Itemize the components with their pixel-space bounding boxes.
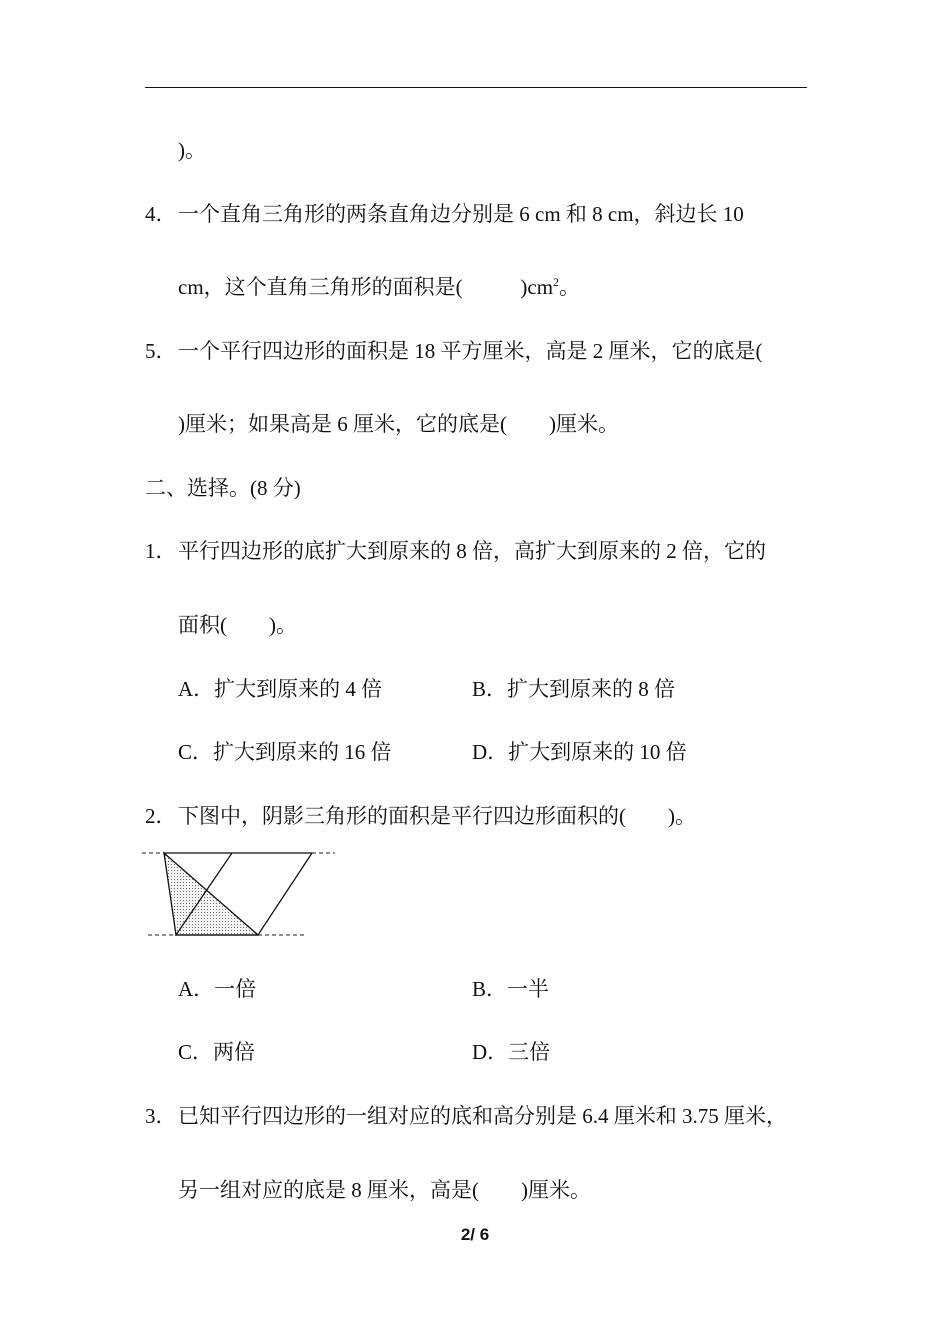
q5-text-line2: )厘米；如果高是 6 厘米，它的底是( )厘米。 — [178, 412, 619, 436]
c2-number: 2． — [145, 804, 177, 828]
q4-line2-end: 。 — [559, 275, 581, 299]
c2-option-a: A．一倍 — [178, 977, 257, 1001]
c1-text-line2: 面积( )。 — [178, 613, 297, 637]
section-title-choice: 二、选择。(8 分) — [145, 476, 301, 500]
c3-text-line1: 已知平行四边形的一组对应的底和高分别是 6.4 厘米和 3.75 厘米， — [178, 1104, 787, 1128]
q4-text-line1: 一个直角三角形的两条直角边分别是 6 cm 和 8 cm，斜边长 10 — [178, 202, 744, 226]
q4-unit-exponent: 2 — [553, 275, 560, 289]
page-number: 2/ 6 — [460, 1225, 490, 1244]
q4-line2-main: cm，这个直角三角形的面积是( )cm — [178, 275, 554, 299]
header-rule — [145, 87, 807, 88]
c1-number: 1． — [145, 539, 177, 563]
c3-number: 3． — [145, 1104, 177, 1128]
shaded-triangle — [164, 853, 258, 935]
parallelogram-figure — [140, 848, 340, 944]
c1-option-c: C．扩大到原来的 16 倍 — [178, 740, 392, 764]
c3-text-line2: 另一组对应的底是 8 厘米，高是( )厘米。 — [178, 1178, 591, 1202]
c1-option-b: B．扩大到原来的 8 倍 — [472, 677, 676, 701]
c1-option-d: D．扩大到原来的 10 倍 — [472, 740, 687, 764]
q4-number: 4． — [145, 202, 177, 226]
c1-text-line1: 平行四边形的底扩大到原来的 8 倍，高扩大到原来的 2 倍，它的 — [178, 539, 766, 563]
continued-answer-close: )。 — [178, 138, 206, 162]
q5-text-line1: 一个平行四边形的面积是 18 平方厘米，高是 2 厘米，它的底是( — [178, 339, 763, 363]
c2-option-b: B．一半 — [472, 977, 550, 1001]
c2-text-line1: 下图中，阴影三角形的面积是平行四边形面积的( )。 — [178, 804, 696, 828]
c1-option-a: A．扩大到原来的 4 倍 — [178, 677, 383, 701]
q5-number: 5． — [145, 339, 177, 363]
q4-text-line2 — [178, 273, 580, 301]
c2-option-c: C．两倍 — [178, 1040, 256, 1064]
c2-option-d: D．三倍 — [472, 1040, 551, 1064]
